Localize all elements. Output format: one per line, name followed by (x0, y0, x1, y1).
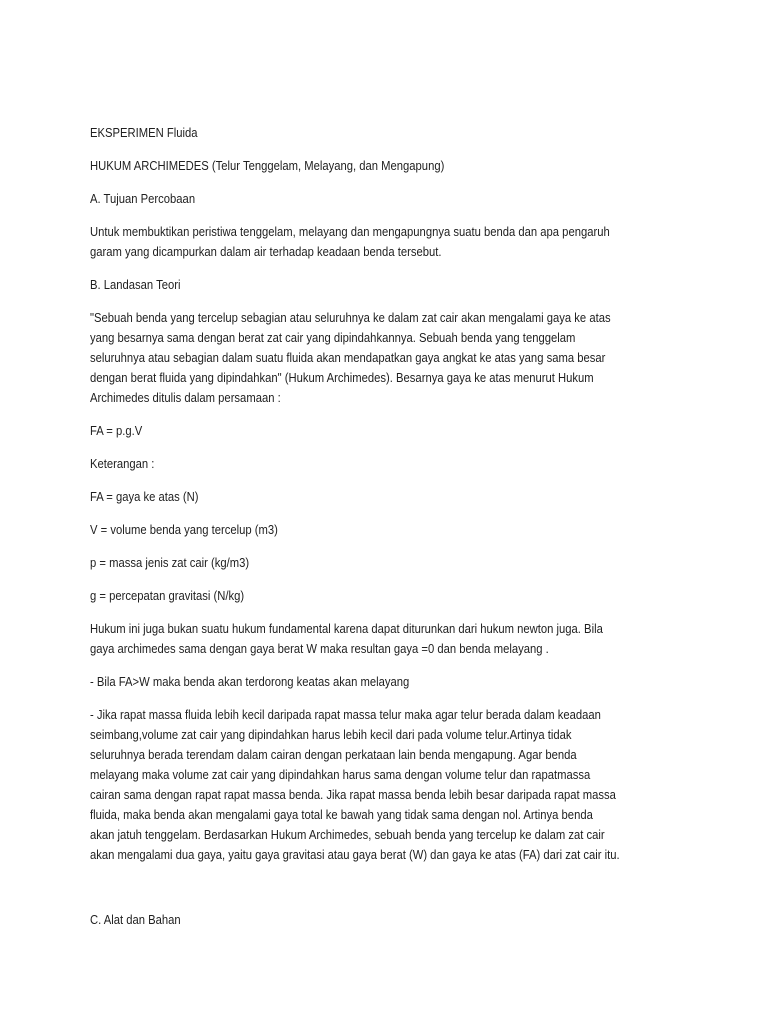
paragraph-line: Archimedes ditulis dalam persamaan : (90, 391, 281, 405)
bullet-line: - Jika rapat massa fluida lebih kecil daripada rapat massa telur maka agar telur berada dalam keadaan (90, 708, 601, 722)
doc-title: EKSPERIMEN Fluida (90, 126, 198, 140)
section-b-heading: B. Landasan Teori (90, 278, 181, 292)
paragraph-line: "Sebuah benda yang tercelup sebagian atau seluruhnya ke dalam zat cair akan mengalami gaya ke atas (90, 311, 611, 325)
paragraph-line: seluruhnya atau sebagian dalam suatu fluida akan mendapatkan gaya angkat ke atas yang sama besar (90, 351, 606, 365)
section-a-heading: A. Tujuan Percobaan (90, 192, 196, 206)
paragraph-line: cairan sama dengan rapat rapat massa benda. Jika rapat massa benda lebih besar daripada rapat massa (90, 788, 616, 802)
paragraph-line: seluruhnya berada terendam dalam cairan dengan perkataan lain benda mengapung. Agar benda (90, 748, 577, 762)
paragraph-line: garam yang dicampurkan dalam air terhadap keadaan benda tersebut. (90, 245, 442, 259)
definition-line: FA = gaya ke atas (N) (90, 490, 199, 504)
paragraph-line: akan jatuh tenggelam. Berdasarkan Hukum Archimedes, sebuah benda yang tercelup ke dalam zat cair (90, 828, 605, 842)
paragraph-line: fluida, maka benda akan mengalami gaya total ke bawah yang tidak sama dengan nol. Artinya benda (90, 808, 593, 822)
paragraph-line: dengan berat fluida yang dipindahkan" (Hukum Archimedes). Besarnya gaya ke atas menurut Hukum (90, 371, 594, 385)
keterangan-label: Keterangan : (90, 457, 155, 471)
definition-line: V = volume benda yang tercelup (m3) (90, 523, 278, 537)
paragraph-line: melayang maka volume zat cair yang dipindahkan harus sama dengan volume telur dan rapatmassa (90, 768, 591, 782)
formula: FA = p.g.V (90, 424, 143, 438)
doc-subtitle: HUKUM ARCHIMEDES (Telur Tenggelam, Melayang, dan Mengapung) (90, 159, 445, 173)
paragraph-line: Hukum ini juga bukan suatu hukum fundamental karena dapat diturunkan dari hukum newton juga. Bila (90, 622, 603, 636)
paragraph-line: yang besarnya sama dengan berat zat cair yang dipindahkannya. Sebuah benda yang tenggelam (90, 331, 576, 345)
bullet-line: - Bila FA>W maka benda akan terdorong keatas akan melayang (90, 675, 410, 689)
paragraph-line: Untuk membuktikan peristiwa tenggelam, melayang dan mengapungnya suatu benda dan apa pengaruh (90, 225, 610, 239)
paragraph-line: akan mengalami dua gaya, yaitu gaya gravitasi atau gaya berat (W) dan gaya ke atas (FA) dari zat cair itu. (90, 848, 620, 862)
definition-line: g = percepatan gravitasi (N/kg) (90, 589, 245, 603)
section-c-heading: C. Alat dan Bahan (90, 913, 181, 927)
paragraph-line: seimbang,volume zat cair yang dipindahkan harus lebih kecil dari pada volume telur.Artinya tidak (90, 728, 572, 742)
definition-line: p = massa jenis zat cair (kg/m3) (90, 556, 250, 570)
paragraph-line: gaya archimedes sama dengan gaya berat W maka resultan gaya =0 dan benda melayang . (90, 642, 549, 656)
